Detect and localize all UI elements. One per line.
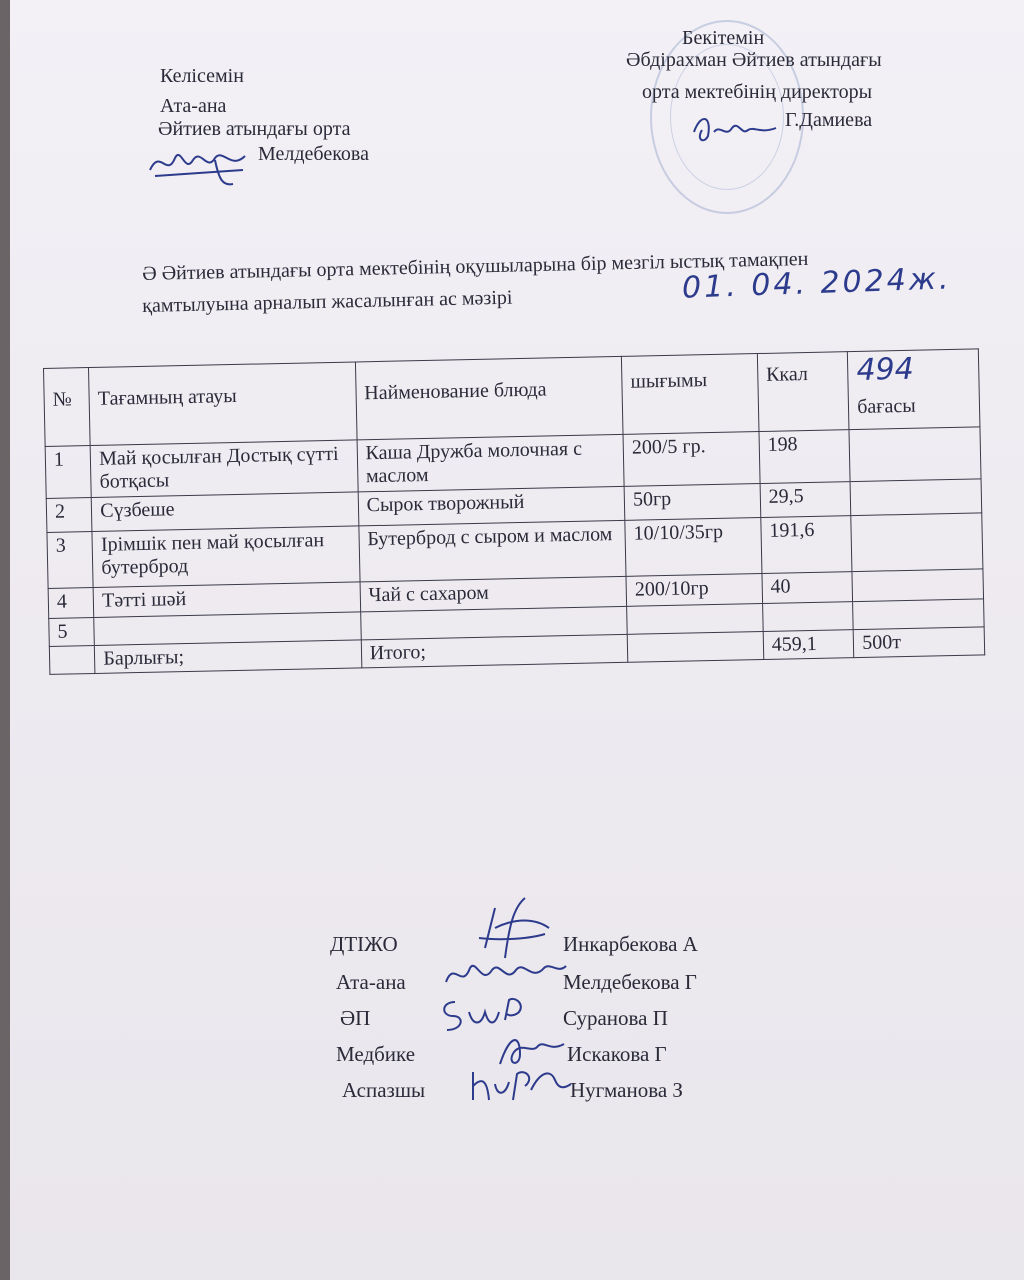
- sign-role-2: Ата-ана: [336, 970, 406, 994]
- document-page: [10, 0, 1024, 1280]
- row-price: [853, 599, 984, 630]
- row-kcal: 191,6: [761, 516, 853, 574]
- row-num: 4: [48, 587, 94, 618]
- row-name-ru: Бутерброд с сыром и маслом: [359, 520, 627, 582]
- approval-left-line3: Әйтиев атындағы орта: [158, 118, 351, 140]
- row-kcal: 198: [759, 430, 851, 484]
- row-price: [849, 427, 981, 482]
- header-price: бағасы: [857, 394, 916, 418]
- row-num: 1: [45, 446, 91, 499]
- sign-role-5: Аспазшы: [342, 1078, 426, 1102]
- approval-left-name: Мелдебекова: [258, 143, 369, 165]
- sign-name-4: Искакова Г: [567, 1042, 667, 1066]
- approval-right-line3: орта мектебінің директоры: [642, 81, 873, 103]
- approval-right-line2: Әбдірахман Әйтиев атындағы: [626, 49, 882, 71]
- header-num: №: [44, 368, 91, 447]
- row-yield: 200/5 гр.: [623, 432, 760, 487]
- sign-name-2: Мелдебекова Г: [563, 970, 697, 994]
- total-kcal: 459,1: [763, 630, 854, 660]
- row-kcal: 40: [762, 572, 853, 604]
- row-name-ru: Сырок творожный: [358, 486, 625, 526]
- row-num: 3: [47, 532, 93, 589]
- row-price: [850, 479, 981, 516]
- row-yield: 10/10/35гр: [625, 518, 762, 577]
- menu-table: [43, 348, 985, 675]
- row-yield: 200/10гр: [626, 573, 762, 606]
- row-price: [852, 569, 983, 602]
- director-signature: [690, 110, 780, 150]
- sign-role-3: ӘП: [340, 1006, 371, 1030]
- row-kcal: [762, 602, 853, 632]
- sign-role-4: Медбике: [336, 1042, 416, 1066]
- approval-left-line2: Ата-ана: [160, 95, 227, 117]
- header-kcal: Ккал: [757, 352, 849, 432]
- signature-5: [465, 1060, 575, 1110]
- handwritten-date: 01. 04. 2024ж.: [681, 261, 952, 306]
- handwritten-price: 494: [856, 351, 915, 388]
- sign-name-1: Инкарбекова А: [563, 932, 698, 956]
- sign-name-3: Суранова П: [563, 1006, 668, 1030]
- total-price: 500т: [853, 627, 984, 658]
- row-kcal: 29,5: [760, 482, 851, 518]
- document-title-line2: қамтылуына арналып жасалынған ас мәзірі: [142, 286, 513, 317]
- row-name-kz: Сүзбеше: [91, 492, 358, 532]
- total-label-kz: Барлығы;: [95, 640, 362, 674]
- header-name-kz: Тағамның атауы: [89, 362, 357, 446]
- row-price: [851, 513, 983, 572]
- row-name-kz: Ірімшік пен май қосылған бутерброд: [92, 526, 360, 588]
- approval-left-line1: Келісемін: [160, 65, 244, 87]
- header-price-cell: [848, 349, 980, 430]
- total-yield: [627, 631, 763, 662]
- row-name-ru: Каша Дружба молочная с маслом: [357, 434, 624, 492]
- total-label-ru: Итого;: [361, 634, 628, 668]
- parent-signature-top: [145, 140, 255, 190]
- row-num: 2: [46, 498, 92, 533]
- header-name-ru: Найменование блюда: [355, 356, 623, 440]
- row-name-kz: Май қосылған Достық сүтті ботқасы: [90, 440, 357, 498]
- sign-role-1: ДТІЖО: [330, 932, 398, 956]
- header-yield: шығымы: [621, 354, 758, 435]
- row-name-kz: Тәтті шәй: [93, 582, 360, 618]
- row-num: 5: [49, 617, 95, 646]
- sign-name-5: Нугманова З: [570, 1078, 683, 1102]
- row-name-ru: Чай с сахаром: [360, 576, 627, 612]
- approval-right-line1: Бекітемін: [682, 27, 765, 49]
- total-num: [49, 645, 95, 674]
- row-yield: [627, 603, 763, 634]
- approval-right-name: Г.Дамиева: [785, 109, 873, 131]
- row-yield: 50гр: [624, 484, 760, 521]
- document-title-line1: Ә Әйтиев атындағы орта мектебінің оқушыларына бір мезгіл ыстық тамақпен: [142, 247, 809, 285]
